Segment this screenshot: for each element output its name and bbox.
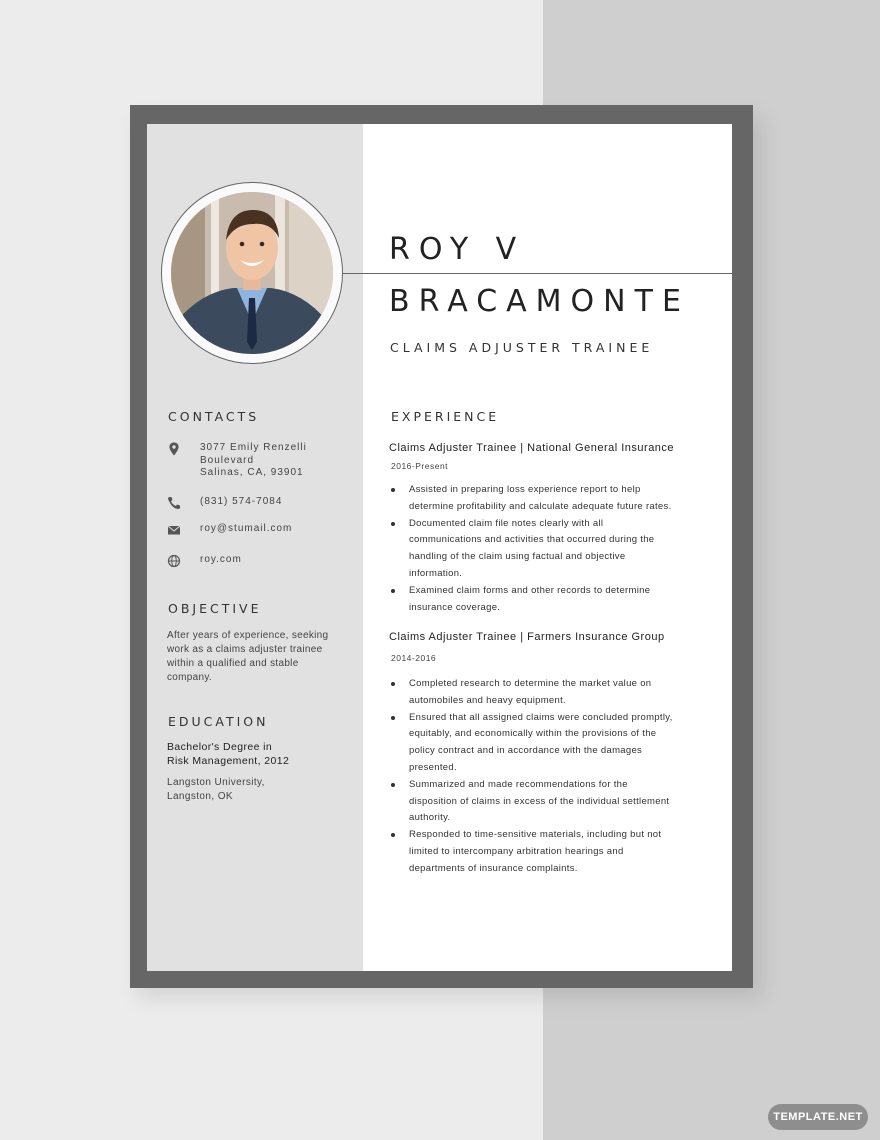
address-line-1: 3077 Emily Renzelli (200, 442, 307, 453)
resume-page (147, 124, 732, 971)
bullet-item: Documented claim file notes clearly with all communications and activities that occurred during the handling of the claim using factual and objective information. (389, 516, 689, 583)
education-degree (167, 741, 352, 768)
profile-photo (171, 192, 333, 354)
objective-line: within a qualified and stable (167, 658, 299, 669)
mail-icon (167, 523, 181, 537)
degree-line: Risk Management, 2012 (167, 754, 290, 767)
address-line-2: Boulevard (200, 454, 255, 466)
experience-heading: EXPERIENCE (391, 409, 500, 424)
education-heading: EDUCATION (168, 714, 269, 729)
address-line-3: Salinas, CA, 93901 (200, 467, 304, 478)
job-bullets (389, 482, 689, 616)
name-divider (343, 273, 732, 274)
bullet-item: Completed research to determine the market value on automobiles and heavy equipment. (389, 676, 689, 710)
degree-line: Bachelor's Degree in (167, 741, 273, 753)
bullet-item: Examined claim forms and other records to determine insurance coverage. (389, 583, 689, 617)
job-title: Claims Adjuster Trainee | National General Insurance (389, 442, 675, 454)
contacts-heading: CONTACTS (168, 409, 260, 424)
job-role: CLAIMS ADJUSTER TRAINEE (390, 340, 654, 355)
template-net-watermark[interactable]: TEMPLATE.NET (768, 1104, 868, 1130)
job-dates: 2014-2016 (391, 653, 437, 663)
objective-line: After years of experience, seeking (167, 630, 329, 641)
objective-line: work as a claims adjuster trainee (167, 644, 323, 655)
location-icon (167, 442, 181, 456)
job-dates: 2016-Present (391, 461, 449, 471)
bullet-item: Assisted in preparing loss experience report to help determine profitability and calculate adequate future rates. (389, 482, 689, 516)
phone-number: (831) 574-7084 (200, 496, 283, 507)
phone-icon (167, 496, 181, 510)
resume-sidebar (147, 124, 363, 971)
bullet-item: Ensured that all assigned claims were concluded promptly, equitably, and economically within the provisions of the policy contract and in accordance with the damages presented. (389, 710, 689, 777)
job-bullets (389, 676, 689, 878)
objective-line: company. (167, 672, 213, 683)
last-name: BRACAMONTE (389, 284, 690, 319)
profile-photo-frame (161, 182, 343, 364)
job-title: Claims Adjuster Trainee | Farmers Insurance Group (389, 631, 665, 643)
website: roy.com (200, 554, 242, 565)
school-line: Langston, OK (167, 790, 233, 802)
objective-heading: OBJECTIVE (168, 601, 262, 616)
first-name: ROY V (389, 232, 526, 267)
school-line: Langston University, (167, 777, 265, 788)
email-address: roy@stumail.com (200, 523, 293, 534)
bullet-item: Summarized and made recommendations for the disposition of claims in excess of the individual settlement authority. (389, 777, 689, 827)
education-school (167, 776, 352, 803)
globe-icon (167, 554, 181, 568)
objective-text (167, 629, 357, 685)
bullet-item: Responded to time-sensitive materials, including but not limited to intercompany arbitration hearings and departments of insurance complaints. (389, 827, 689, 877)
